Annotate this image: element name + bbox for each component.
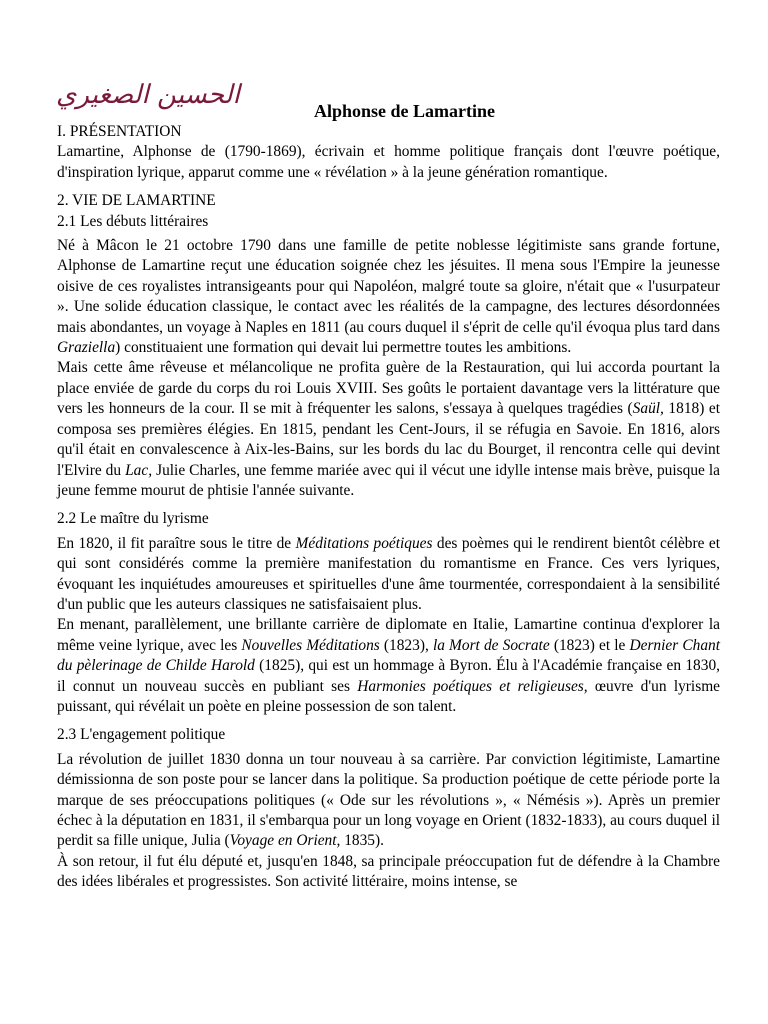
italic-title: Nouvelles Méditations (241, 636, 380, 654)
italic-title: Saül, (632, 400, 664, 418)
section-heading-vie: 2. VIE DE LAMARTINE (57, 192, 216, 210)
subsection-heading-debuts: 2.1 Les débuts littéraires (57, 212, 209, 230)
paragraph-engagement-2: À son retour, il fut élu député et, jusqu'en 1848, sa principale préoccupation fut de défendre à la Chambre des idées libérales et progressistes. Son activité littéraire, moins intense, se (57, 852, 720, 891)
paragraph-lyrisme-1: En 1820, il fit paraître sous le titre de Méditations poétiques des poèmes qui le rendirent bientôt célèbre et qui sont considérés comme la première manifestation du romantisme en France. Ces vers lyriques, évoquant les inquiétudes amoureuses et spirituelles d'une âme tourmentée, correspondaient à la sensibilité d'un public que les auteurs classiques ne satisfaisaient plus. (57, 534, 720, 613)
paragraph-debuts-2: Mais cette âme rêveuse et mélancolique ne profita guère de la Restauration, qui lui accorda pourtant la place enviée de garde du corps du roi Louis XVIII. Ses goûts le portaient davantage vers la littérature que vers les honneurs de la cour. Il se mit à fréquenter les salons, s'essaya à quelques tragédies (Saül, 1818) et composa ses premières élégies. En 1815, pendant les Cent-Jours, il se réfugia en Savoie. En 1816, alors qu'il était en convalescence à Aix-les-Bains, sur les bords du lac du Bourget, il rencontra celle qui devint l'Elvire du Lac, Julie Charles, une femme mariée avec qui il vécut une idylle intense mais brève, puisque la jeune femme mourut de phtisie l'année suivante. (57, 359, 720, 499)
author-signature: الحسين الصغيري (56, 80, 240, 110)
document-page (57, 100, 720, 893)
paragraph-presentation: Lamartine, Alphonse de (1790-1869), écrivain et homme politique français dont l'œuvre poétique, d'inspiration lyrique, apparut comme une « révélation » à la jeune génération romantique. (57, 143, 720, 181)
italic-title: Dernier Chant du pèlerinage de Childe Harold (57, 636, 720, 675)
paragraph-lyrisme-2: En menant, parallèlement, une brillante carrière de diplomate en Italie, Lamartine continua d'explorer la même veine lyrique, avec les Nouvelles Méditations (1823), la Mort de Socrate (1823) et le Dernier Chant du pèlerinage de Childe Harold (1825), qui est un hommage à Byron. Élu à l'Académie française en 1830, il connut un nouveau succès en publiant ses Harmonies poétiques et religieuses, œuvre d'un lyrisme puissant, qui révélait un poète en pleine possession de son talent. (57, 616, 720, 715)
page-title: Alphonse de Lamartine (313, 101, 495, 121)
paragraph-engagement-1: La révolution de juillet 1830 donna un tour nouveau à sa carrière. Par conviction légitimiste, Lamartine démissionna de son poste pour se lancer dans la politique. Sa production poétique de cette période porte la marque de ses préoccupations politiques (« Ode sur les révolutions », « Némésis »). Après un premier échec à la députation en 1831, il s'embarqua pour un long voyage en Orient (1832-1833), au cours duquel il perdit sa fille unique, Julia (Voyage en Orient, 1835). (57, 750, 720, 850)
subsection-heading-lyrisme: 2.2 Le maître du lyrisme (57, 510, 209, 528)
italic-title: Lac, (125, 461, 153, 479)
italic-title: Graziella (57, 339, 116, 357)
italic-title: Harmonies poétiques et religieuses, (357, 677, 588, 695)
italic-title: Méditations poétiques (295, 534, 433, 552)
italic-title: la Mort de Socrate (432, 636, 550, 654)
italic-title: Voyage en Orient, (229, 832, 341, 850)
subsection-heading-engagement: 2.3 L'engagement politique (57, 726, 226, 744)
paragraph-debuts-1: Né à Mâcon le 21 octobre 1790 dans une famille de petite noblesse légitimiste sans grande fortune, Alphonse de Lamartine reçut une éducation soignée chez les jésuites. Il mena sous l'Empire la jeunesse oisive de ces royalistes intransigeants pour qui Napoléon, malgré toute sa gloire, n'était que « l'usurpateur ». Une solide éducation classique, le contact avec les réalités de la campagne, des lectures désordonnées mais abondantes, un voyage à Naples en 1811 (au cours duquel il s'éprit de celle qu'il évoqua plus tard dans Graziella) constituaient une formation qui devait lui permettre toutes les ambitions. (57, 237, 720, 357)
section-heading-presentation: I. PRÉSENTATION (57, 123, 182, 140)
